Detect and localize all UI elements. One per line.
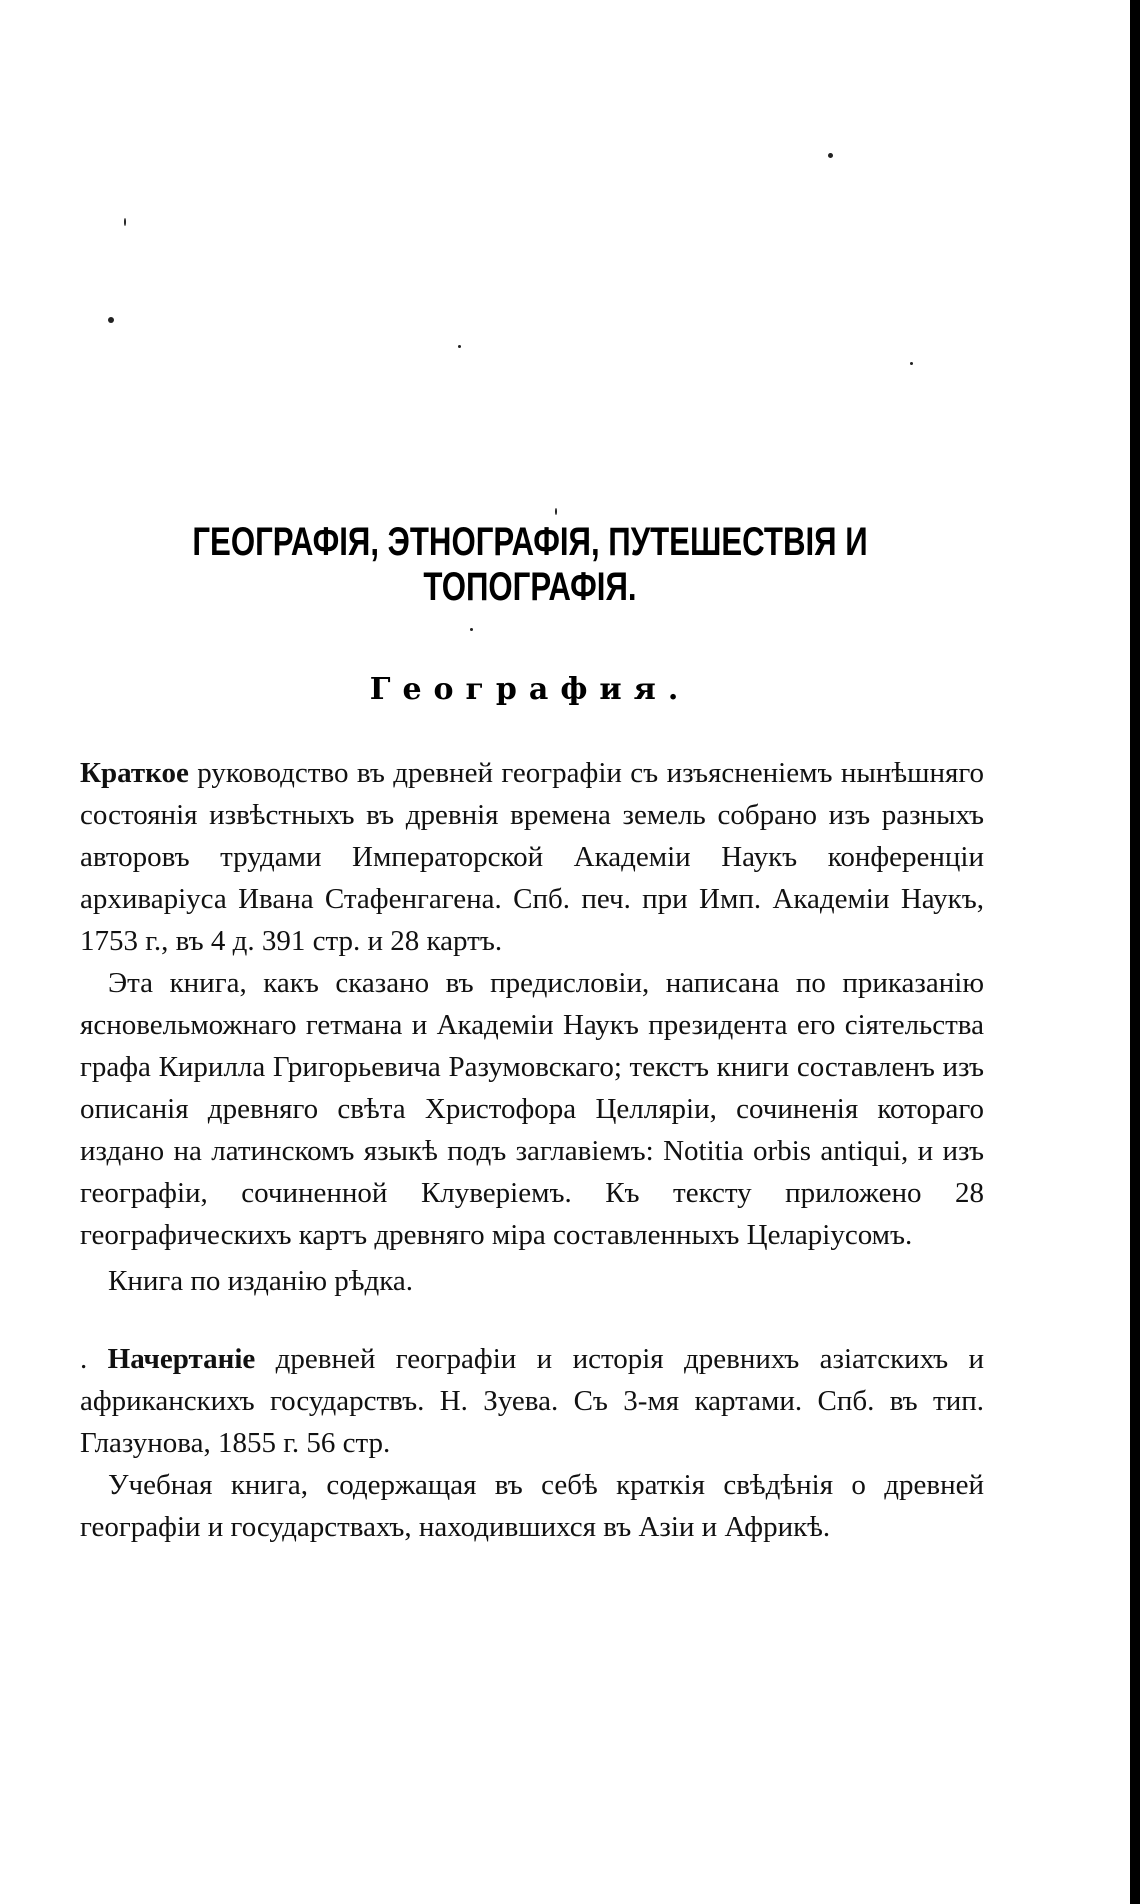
entry-citation bbox=[80, 752, 984, 962]
scan-speck bbox=[458, 345, 461, 348]
entry-citation-text: руководство въ древней географіи съ изъясненіемъ нынѣшняго состоянія извѣстныхъ въ древнія времена земель собрано изъ разныхъ авторовъ трудами Императорской Академіи Наукъ конференціи архиваріуса Ивана Стафенгагена. Спб. печ. при Имп. Академіи Наукъ, 1753 г., въ 4 д. 391 стр. и 28 картъ. bbox=[80, 757, 984, 957]
section-heading: География. bbox=[369, 672, 691, 707]
bibliography-entry bbox=[80, 1338, 984, 1548]
entry-citation-text: древней географіи и исторія древнихъ азіатскихъ и африканскихъ государствъ. Н. Зуева. Съ 3-мя картами. Спб. въ тип. Глазунова, 1855 г. 56 стр. bbox=[80, 1343, 984, 1459]
entry-note: Книга по изданію рѣдка. bbox=[108, 1265, 414, 1297]
scan-speck bbox=[124, 218, 126, 226]
scan-speck bbox=[828, 153, 833, 158]
page-title: ГЕОГРАФІЯ, ЭТНОГРАФІЯ, ПУТЕШЕСТВІЯ И ТОПОГРАФІЯ. bbox=[192, 520, 868, 609]
scan-speck bbox=[910, 362, 913, 365]
bibliography-entries bbox=[80, 752, 984, 1548]
scan-speck bbox=[108, 317, 114, 323]
entry-lead-word: Начертаніе bbox=[107, 1343, 256, 1375]
entry-lead-word: Краткое bbox=[80, 757, 189, 789]
bibliography-entry bbox=[80, 752, 984, 1302]
entry-description: Эта книга, какъ сказано въ предисловіи, написана по приказанію ясновельможнаго гетмана и Академіи Наукъ президента его сіятельства графа Кирилла Григорьевича Разумовскаго; текстъ книги составленъ изъ описанія древняго свѣта Христофора Целляріи, сочиненія котораго издано на латинскомъ языкѣ подъ заглавіемъ: Notitia orbis antiqui, и изъ географіи, сочиненной Клуверіемъ. Къ тексту приложено 28 географическихъ картъ древняго міра составленныхъ Целаріусомъ. bbox=[80, 967, 984, 1251]
entry-description: Учебная книга, содержащая въ себѣ краткія свѣдѣнія о древней географіи и государствахъ, находившихся въ Азіи и Африкѣ. bbox=[80, 1469, 984, 1543]
entry-citation: . Начертаніе древней географіи и исторія древнихъ азіатскихъ и африканскихъ государствъ. Н. Зуева. Съ 3-мя картами. Спб. въ тип. Глазунова, 1855 г. 56 стр. bbox=[80, 1343, 984, 1459]
scan-speck bbox=[470, 628, 473, 631]
scan-speck bbox=[555, 508, 557, 515]
scan-edge bbox=[1130, 0, 1140, 1904]
